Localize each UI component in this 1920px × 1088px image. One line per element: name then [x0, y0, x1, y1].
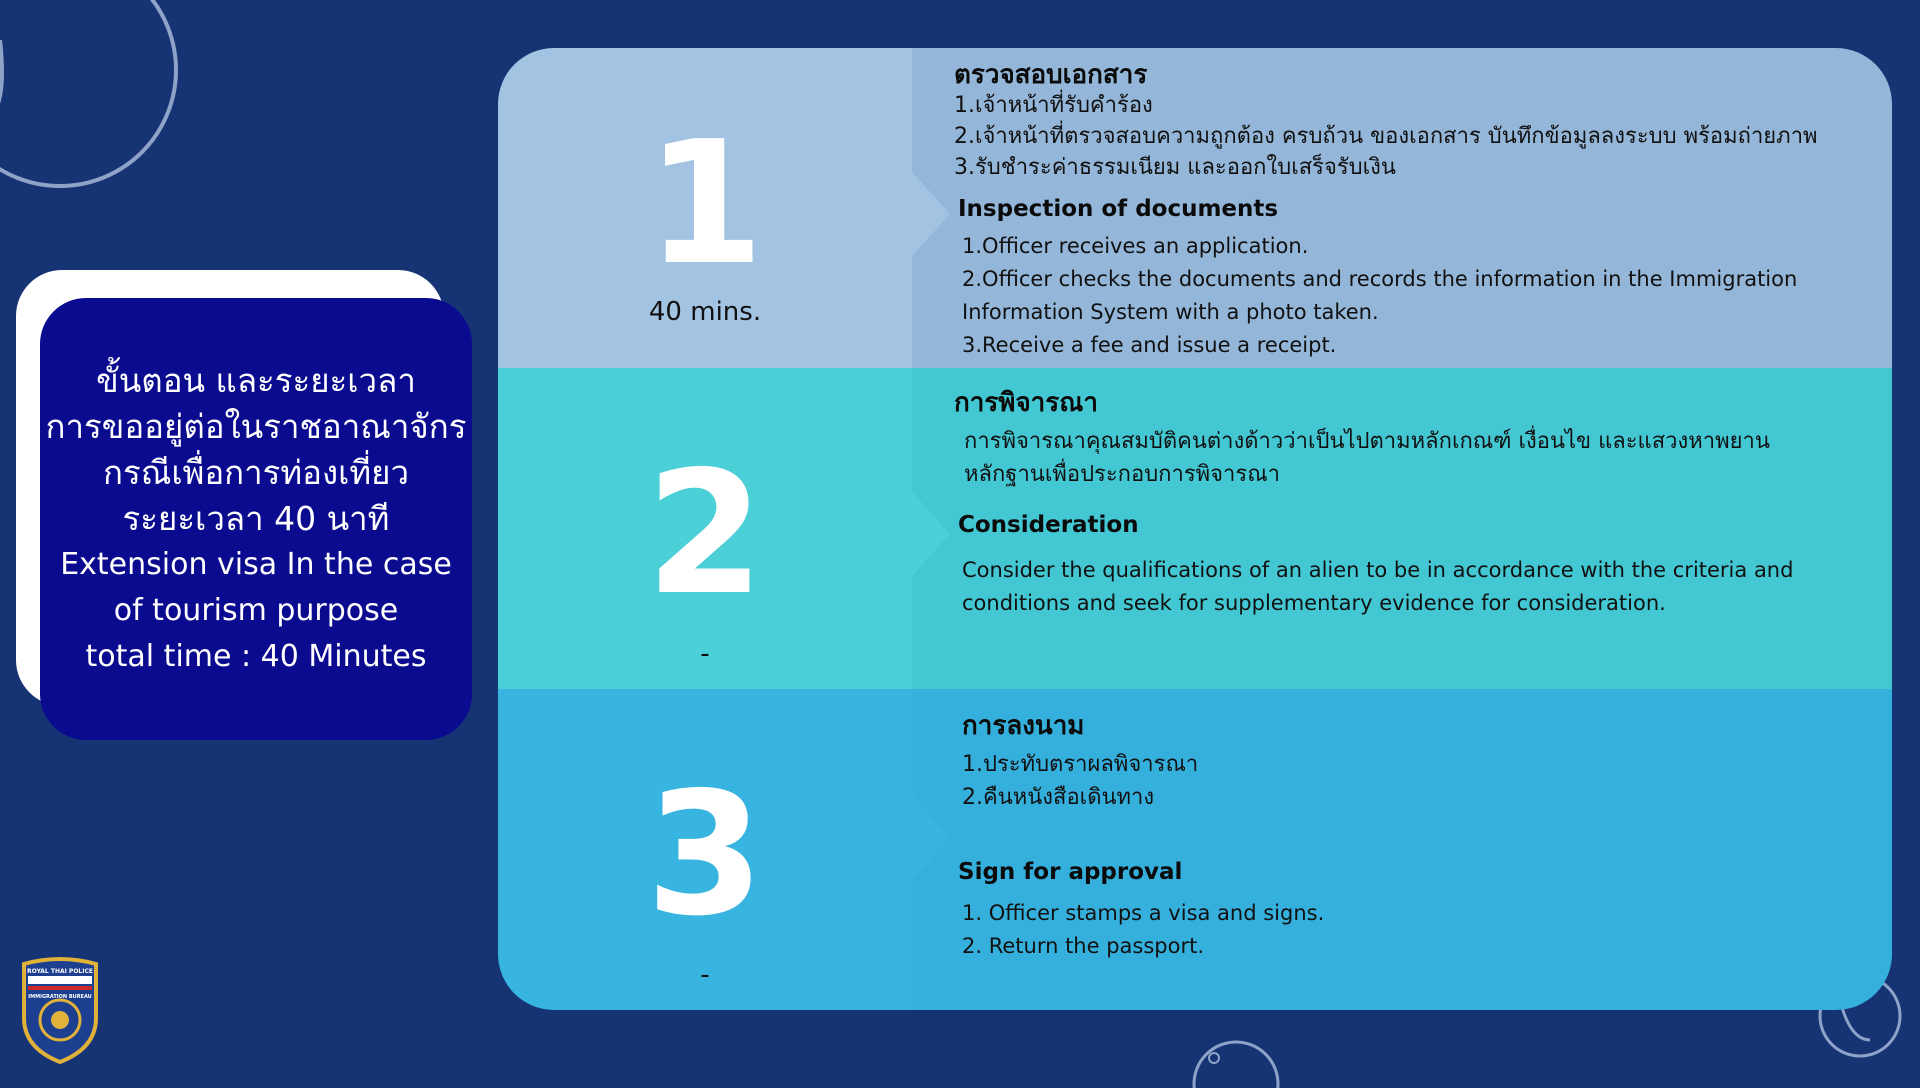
step-1-arrow: [912, 172, 950, 256]
step-1-en-heading: Inspection of documents: [958, 196, 1279, 222]
logo-text-top: ROYAL THAI POLICE: [27, 968, 93, 975]
police-badge-icon: [18, 956, 102, 1066]
title-th-line: ขั้นตอน และระยะเวลา: [96, 361, 416, 400]
step-2-th-item: หลักฐานเพื่อประกอบการพิจารณา: [964, 462, 1280, 487]
step-3-arrow: [912, 795, 950, 879]
title-en-line: Extension visa In the case: [60, 547, 452, 582]
decorative-circle-icon: [1190, 1028, 1280, 1088]
step-1-th-item: 3.รับชำระค่าธรรมเนียม และออกใบเสร็จรับเงิน: [954, 155, 1396, 180]
step-2: [498, 368, 1892, 689]
step-2-arrow: [912, 492, 950, 576]
step-1: [498, 48, 1892, 368]
step-3-duration: -: [700, 959, 710, 990]
step-1-th-heading: ตรวจสอบเอกสาร: [954, 60, 1148, 90]
step-1-th-item: 2.เจ้าหน้าที่ตรวจสอบความถูกต้อง ครบถ้วน ของเอกสาร บันทึกข้อมูลลงระบบ พร้อมถ่ายภาพ: [954, 124, 1818, 149]
step-1-number-cell: [498, 48, 912, 368]
step-3-en-item: 2. Return the passport.: [962, 934, 1205, 958]
step-3: [498, 689, 1892, 1010]
step-1-number: 1: [645, 105, 765, 303]
step-2-th-heading: การพิจารณา: [954, 388, 1098, 418]
step-1-th-item: 1.เจ้าหน้าที่รับคำร้อง: [954, 93, 1153, 118]
step-1-duration: 40 mins.: [648, 297, 762, 327]
steps-panel: [498, 48, 1892, 1010]
step-2-en-heading: Consideration: [958, 512, 1139, 538]
step-2-detail: [912, 368, 1892, 689]
title-th-line: ระยะเวลา 40 นาที: [122, 499, 390, 538]
step-1-en-item: 1.Officer receives an application.: [962, 234, 1309, 258]
logo-text-mid: IMMIGRATION BUREAU: [28, 994, 92, 1000]
step-3-th-heading: การลงนาม: [962, 711, 1085, 741]
step-2-number-cell: [498, 368, 912, 689]
step-3-th-item: 1.ประทับตราผลพิจารณา: [962, 752, 1199, 777]
title-en-line: total time : 40 Minutes: [85, 639, 427, 674]
title-th-line: การขออยู่ต่อในราชอาณาจักร: [45, 407, 467, 446]
step-2-en-item: conditions and seek for supplementary evidence for consideration.: [962, 591, 1666, 615]
step-1-en-item: Information System with a photo taken.: [962, 300, 1379, 324]
step-2-th-item: การพิจารณาคุณสมบัติคนต่างด้าวว่าเป็นไปตามหลักเกณฑ์ เงื่อนไข และแสวงหาพยาน: [964, 429, 1770, 454]
title-th-line: กรณีเพื่อการท่องเที่ยว: [103, 453, 409, 492]
step-3-th-item: 2.คืนหนังสือเดินทาง: [962, 785, 1155, 810]
step-2-number: 2: [645, 434, 765, 633]
step-1-en-item: 3.Receive a fee and issue a receipt.: [962, 333, 1337, 357]
step-3-en-heading: Sign for approval: [958, 859, 1183, 885]
step-1-detail: [912, 48, 1892, 368]
step-3-en-item: 1. Officer stamps a visa and signs.: [962, 901, 1325, 925]
step-2-duration: -: [700, 638, 710, 669]
title-card: [40, 298, 472, 740]
decorative-circle-icon: [0, 0, 200, 190]
step-2-en-item: Consider the qualifications of an alien to be in accordance with the criteria and: [962, 558, 1794, 582]
step-1-en-item: 2.Officer checks the documents and records the information in the Immigration: [962, 267, 1798, 291]
step-3-detail: [912, 689, 1892, 1010]
step-3-number: 3: [645, 755, 765, 954]
title-en-line: of tourism purpose: [113, 593, 399, 628]
step-3-number-cell: [498, 689, 912, 1010]
